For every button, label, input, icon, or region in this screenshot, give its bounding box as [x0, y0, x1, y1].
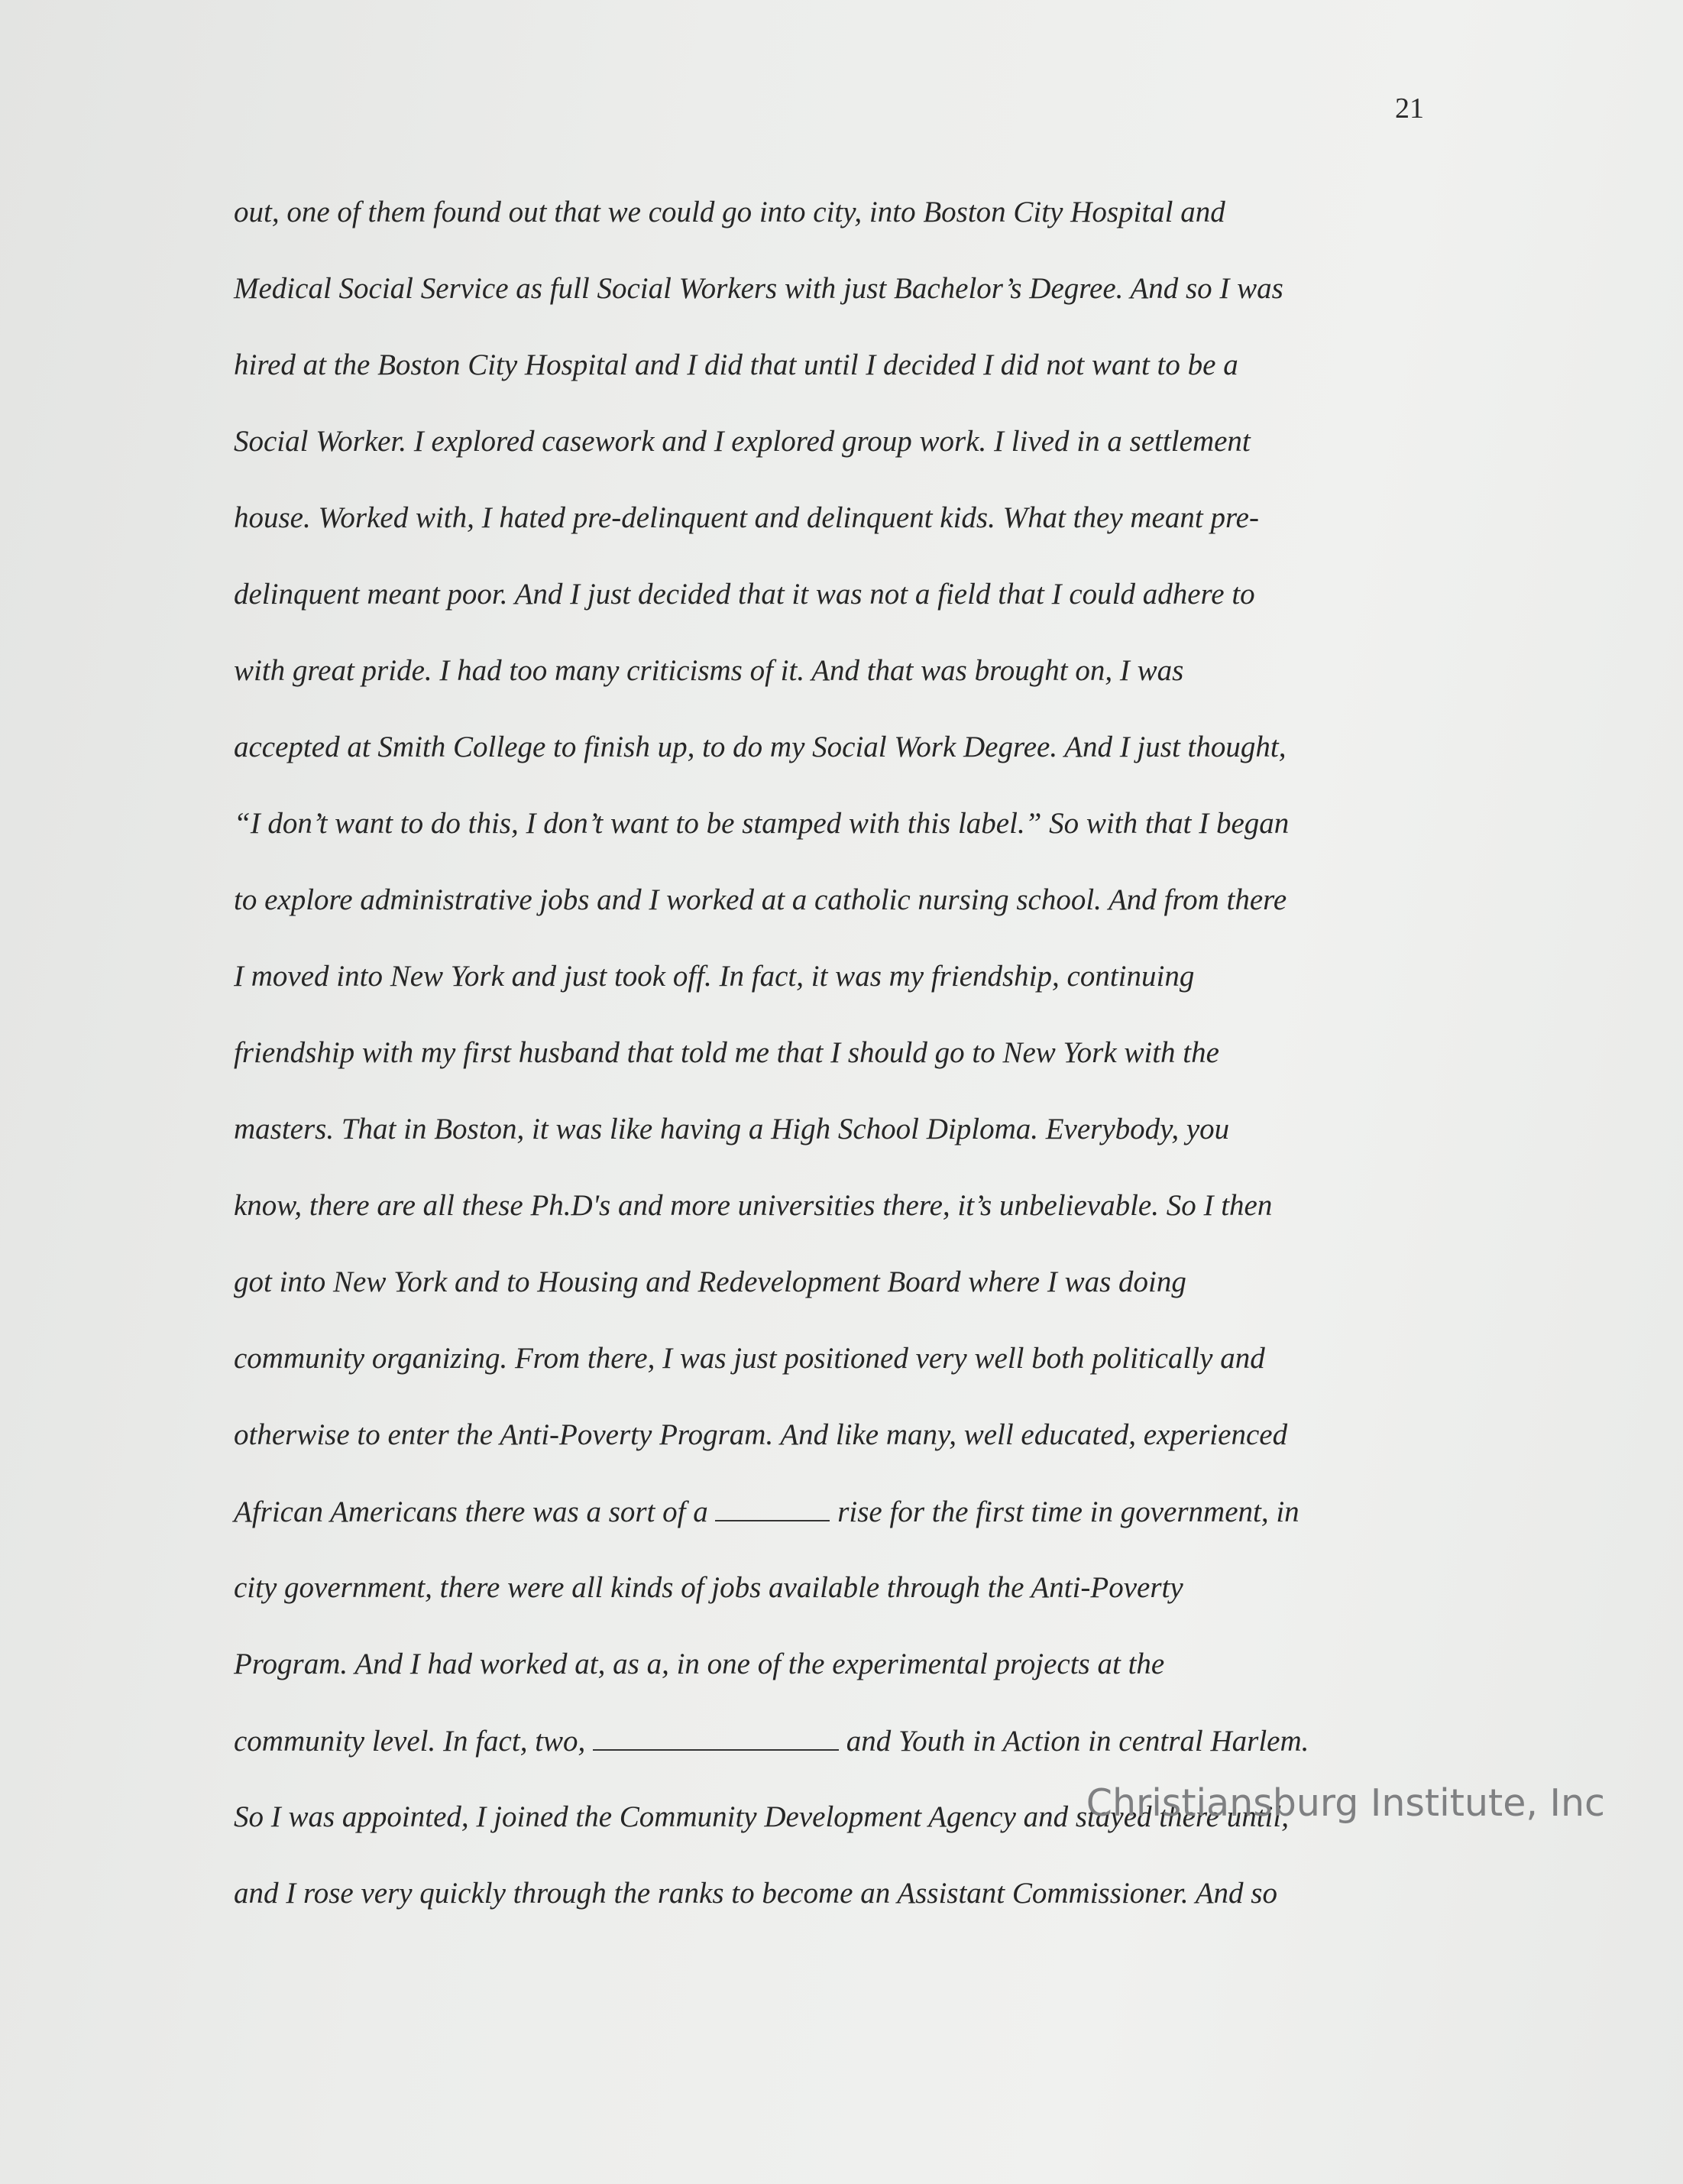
text-line: community organizing. From there, I was just positioned very well both politically and	[234, 1342, 1265, 1375]
text-line: and I rose very quickly through the ranks to become an Assistant Commissioner. And so	[234, 1877, 1277, 1910]
transcript-body	[234, 187, 1456, 1945]
text-line: Social Worker. I explored casework and I explored group work. I lived in a settlement	[234, 425, 1251, 458]
text-line: “I don’t want to do this, I don’t want to be stamped with this label.” So with that I began	[234, 807, 1290, 840]
text-line: city government, there were all kinds of jobs available through the Anti-Poverty	[234, 1571, 1183, 1604]
text-line: out, one of them found out that we could go into city, into Boston City Hospital and	[234, 196, 1225, 228]
text-segment: community level. In fact, two,	[234, 1725, 594, 1758]
page-number: 21	[1395, 92, 1424, 125]
text-line: house. Worked with, I hated pre-delinquent and delinquent kids. What they meant pre-	[234, 501, 1259, 534]
blank-underline	[593, 1716, 839, 1751]
text-segment: African Americans there was a sort of a	[234, 1495, 716, 1528]
text-line-with-blank	[234, 1716, 1456, 1792]
blank-underline	[715, 1486, 830, 1521]
text-line: got into New York and to Housing and Redevelopment Board where I was doing	[234, 1265, 1186, 1298]
text-line: otherwise to enter the Anti-Poverty Program. And like many, well educated, experienced	[234, 1418, 1288, 1451]
text-line: hired at the Boston City Hospital and I did that until I decided I did not want to be a	[234, 348, 1238, 381]
text-line: I moved into New York and just took off. In fact, it was my friendship, continuing	[234, 960, 1195, 993]
text-line: with great pride. I had too many criticisms of it. And that was brought on, I was	[234, 654, 1184, 687]
text-segment: rise for the first time in government, in	[830, 1495, 1299, 1528]
text-segment: and Youth in Action in central Harlem.	[839, 1725, 1309, 1758]
text-line: delinquent meant poor. And I just decided that it was not a field that I could adhere to	[234, 578, 1255, 611]
text-line: So I was appointed, I joined the Community Development Agency and stayed there until,	[234, 1800, 1289, 1833]
text-line: Program. And I had worked at, as a, in one of the experimental projects at the	[234, 1648, 1165, 1680]
text-line-with-blank	[234, 1486, 1456, 1563]
text-line: friendship with my first husband that told me that I should go to New York with the	[234, 1036, 1219, 1069]
text-line: Medical Social Service as full Social Workers with just Bachelor’s Degree. And so I was	[234, 272, 1283, 305]
text-line: accepted at Smith College to finish up, to do my Social Work Degree. And I just thought,	[234, 731, 1287, 763]
text-line: to explore administrative jobs and I worked at a catholic nursing school. And from there	[234, 883, 1287, 916]
text-line: know, there are all these Ph.D's and more universities there, it’s unbelievable. So I then	[234, 1189, 1273, 1222]
watermark: Christiansburg Institute, Inc	[1086, 1781, 1605, 1825]
text-line: masters. That in Boston, it was like having a High School Diploma. Everybody, you	[234, 1113, 1230, 1145]
